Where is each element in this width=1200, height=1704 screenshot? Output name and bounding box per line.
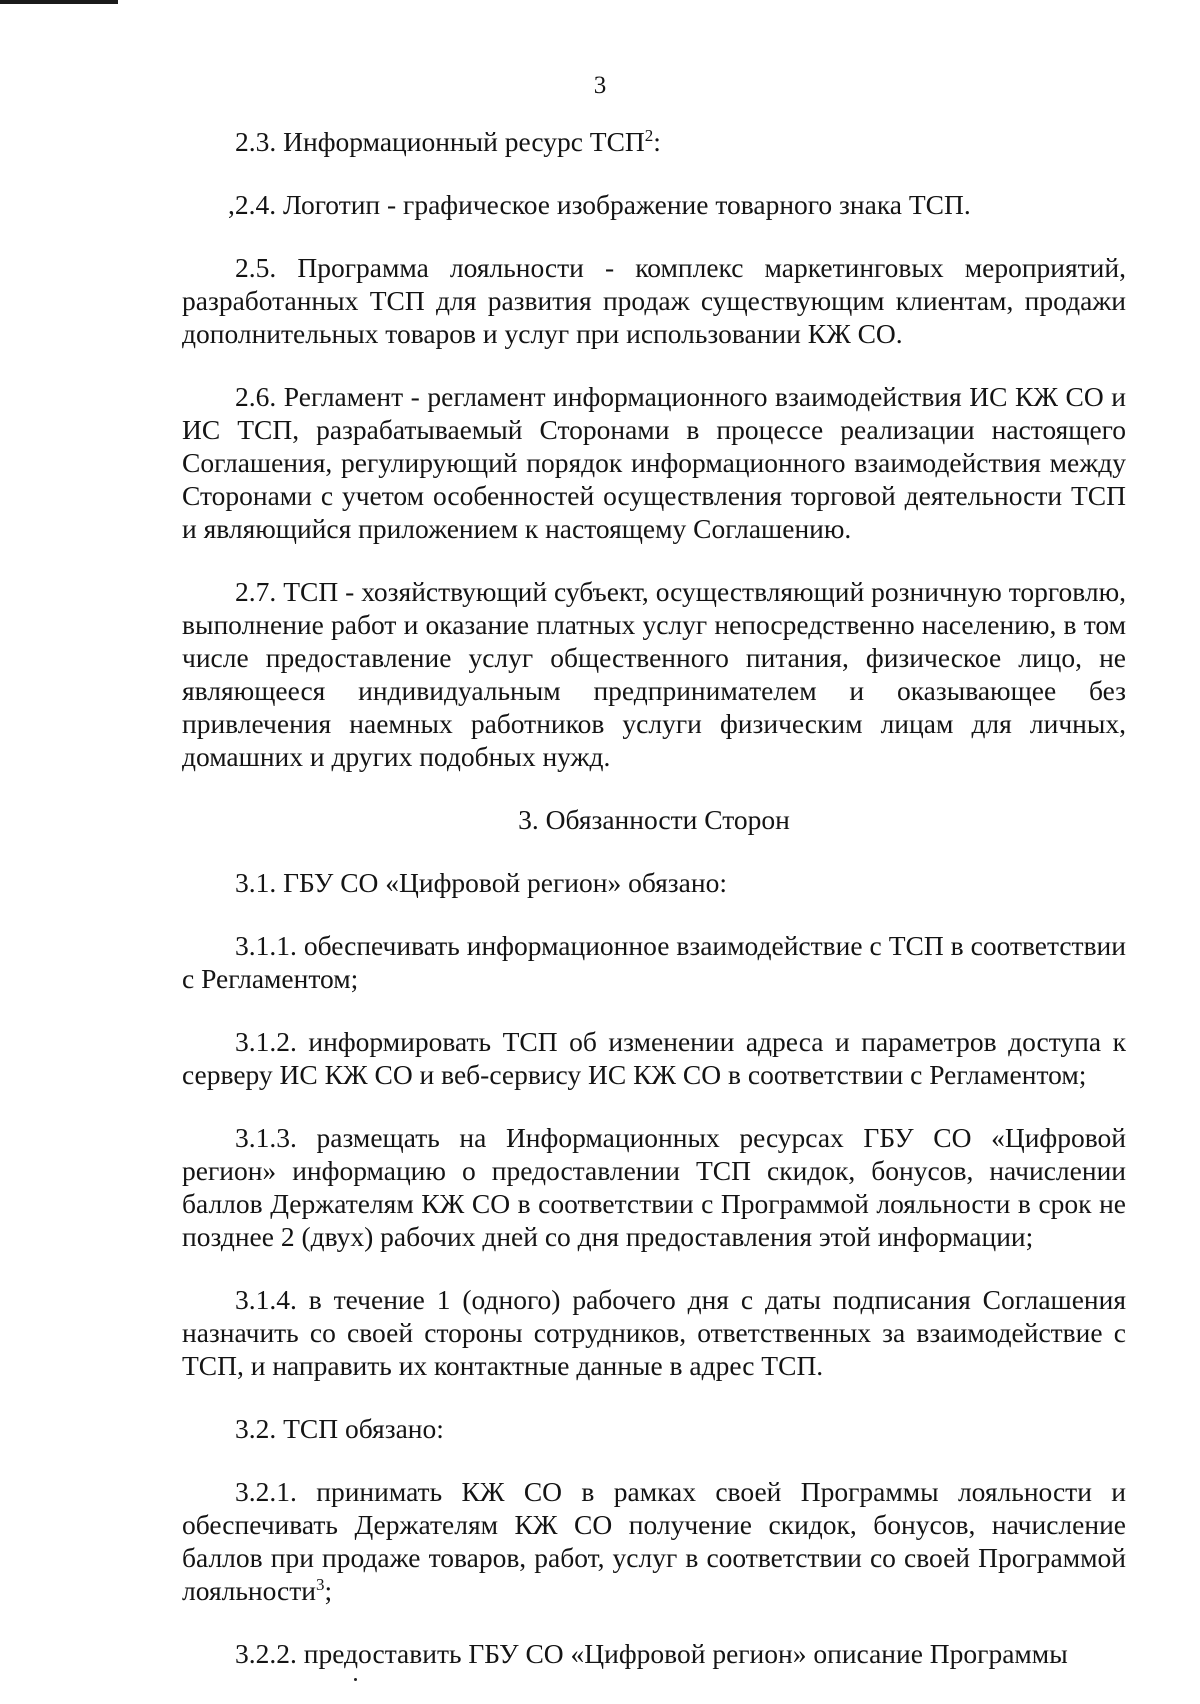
page-number: 3 — [593, 72, 607, 99]
clause-2-4: ,2.4. Логотип - графическое изображение товарного знака ТСП. — [228, 189, 971, 220]
footnote-ref-3: 3 — [315, 1574, 325, 1594]
clause-3-1-4: 3.1.4. в течение 1 (одного) рабочего дня с даты подписания Соглашения назначить со своей стороны сотрудников, ответственных за взаимодействие с ТСП, и направить их контактные данные в адрес ТСП. — [182, 1284, 1126, 1381]
clause-2-7: 2.7. ТСП - хозяйствующий субъект, осуществляющий розничную торговлю, выполнение работ и оказание платных услуг непосредственно населению, в том числе предоставление услуг общественного питания, физическое лицо, не являющееся индивидуальным предпринимателем и оказывающее без привлечения наемных работников услуги физическим лицам для личных, домашних и других подобных нужд. — [182, 576, 1126, 772]
clause-3-2-2: 3.2.2. предоставить ГБУ СО «Цифровой регион» описание Программы — [235, 1638, 1068, 1669]
clause-3-1-3: 3.1.3. размещать на Информационных ресурсах ГБУ СО «Цифровой регион» информацию о предоставлении ТСП скидок, бонусов, начислении баллов Держателям КЖ СО в соответствии с Программой лояльности в срок не позднее 2 (двух) рабочих дней со дня предоставления этой информации; — [182, 1122, 1126, 1252]
clause-3-2-1-tail: ; — [324, 1575, 333, 1606]
footnote-ref-2: 2 — [644, 125, 654, 145]
clause-3-1-1: 3.1.1. обеспечивать информационное взаимодействие с ТСП в соответствии с Регламентом; — [182, 930, 1126, 994]
clause-2-5: 2.5. Программа лояльности - комплекс маркетинговых мероприятий, разработанных ТСП для развития продаж существующим клиентам, продажи дополнительных товаров и услуг при использовании КЖ СО. — [182, 252, 1126, 349]
clause-2-3 — [182, 125, 1126, 158]
clause-2-3-tail: : — [653, 126, 661, 157]
clause-2-3-text: 2.3. Информационный ресурс ТСП — [235, 126, 645, 157]
document-body — [182, 125, 1126, 1670]
clause-2-6: 2.6. Регламент - регламент информационного взаимодействия ИС КЖ СО и ИС ТСП, разрабатываемый Сторонами в процессе реализации настоящего Соглашения, регулирующий порядок информационного взаимодействия между Сторонами с учетом особенностей осуществления торговой деятельности ТСП и являющийся приложением к настоящему Соглашению. — [182, 381, 1126, 544]
clause-3-1-2: 3.1.2. информировать ТСП об изменении адреса и параметров доступа к серверу ИС КЖ СО и веб-сервису ИС КЖ СО в соответствии с Регламентом; — [182, 1026, 1126, 1090]
clause-3-2-1 — [182, 1475, 1126, 1607]
clause-3-1: 3.1. ГБУ СО «Цифровой регион» обязано: — [235, 867, 727, 898]
scan-dot-mark — [354, 1678, 357, 1681]
section-heading-3: 3. Обязанности Сторон — [518, 804, 790, 835]
clause-3-2-1-text: 3.2.1. принимать КЖ СО в рамках своей Программы лояльности и обеспечивать Держателям КЖ СО получение скидок, бонусов, начисление баллов при продаже товаров, работ, услуг в соответствии со своей Программой лояльности — [182, 1476, 1126, 1606]
clause-3-2: 3.2. ТСП обязано: — [235, 1413, 444, 1444]
scan-edge-mark — [0, 0, 118, 4]
